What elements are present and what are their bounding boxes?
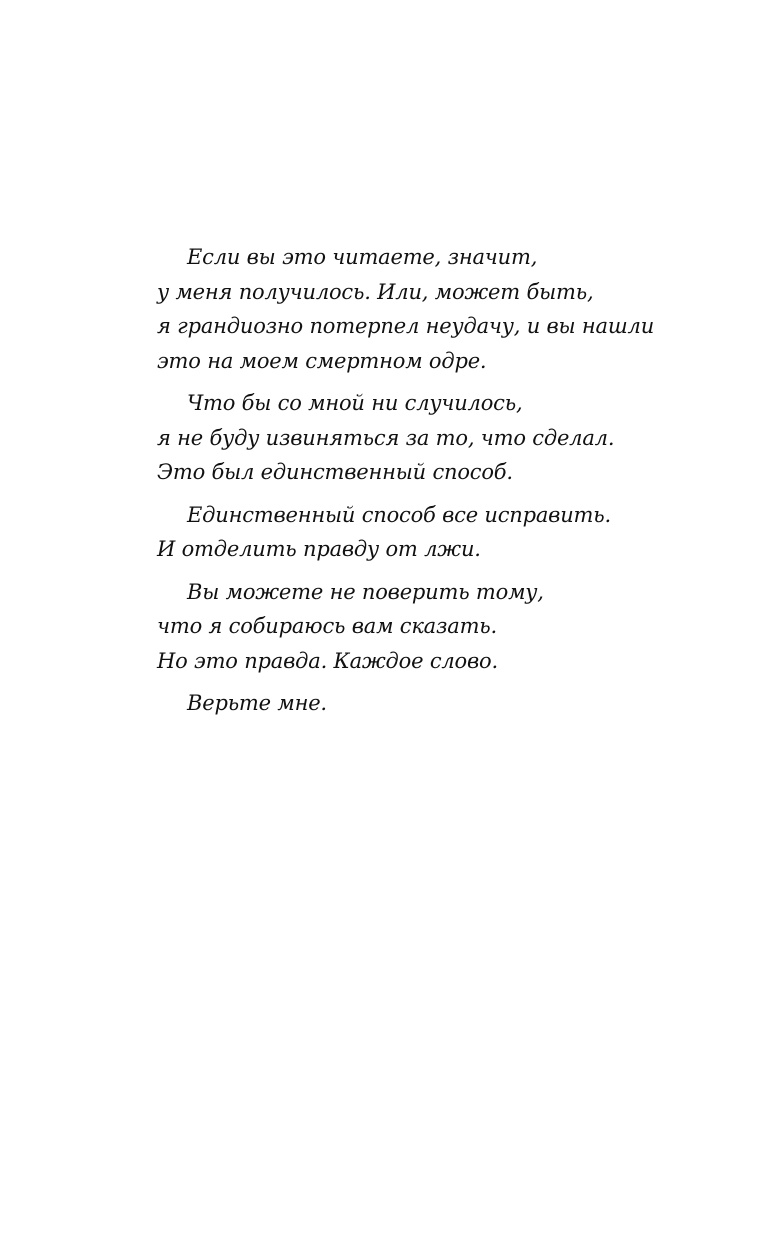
paragraph-3 [157,498,627,567]
text-line: Но это правда. Каждое слово. [157,648,498,673]
text-line: Вы можете не поверить тому, [187,579,544,604]
text-line: Если вы это читаете, значит, [187,245,538,269]
text-line: Это был единственный способ. [157,460,513,484]
paragraph-4 [157,575,627,679]
text-line: Единственный способ все исправить. [187,502,611,527]
text-line: у меня получилось. Или, может быть, [157,279,594,304]
epigraph-text [157,240,655,729]
text-line: Верьте мне. [187,691,327,715]
text-line: это на моем смертном одре. [157,348,487,373]
paragraph-1 [157,240,655,378]
text-line: я грандиозно потерпел неудачу, и вы нашли [157,314,655,338]
paragraph-2 [157,386,627,490]
paragraph-5 [157,686,627,721]
text-line: Что бы со мной ни случилось, [187,391,523,415]
text-line: я не буду извиняться за то, что сделал. [157,425,615,450]
text-line: что я собираюсь вам сказать. [157,614,497,638]
text-line: И отделить правду от лжи. [157,537,481,561]
